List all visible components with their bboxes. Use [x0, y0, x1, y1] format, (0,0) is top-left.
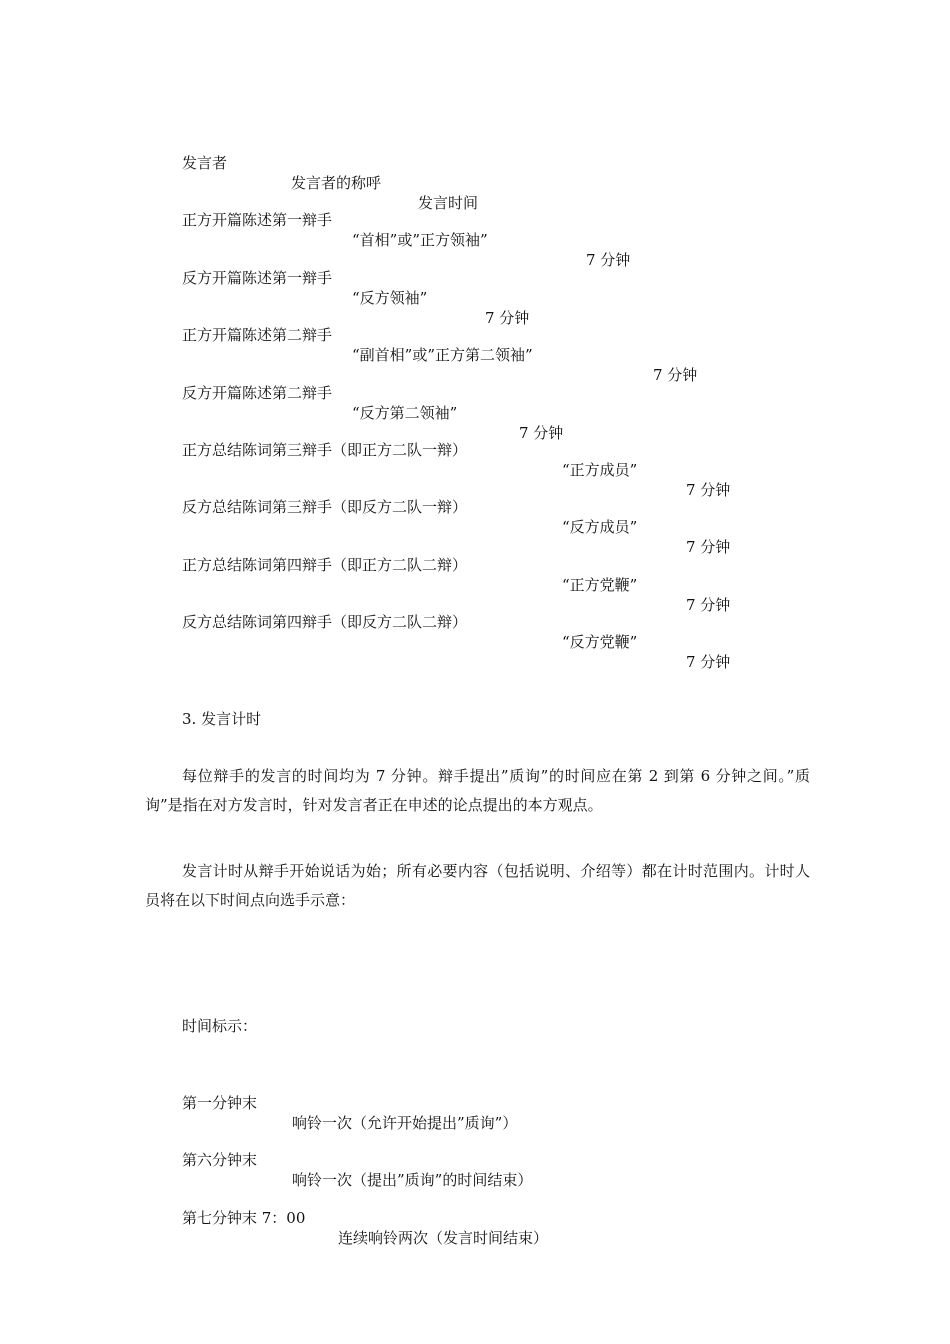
signal-time: 第七分钟末 7：00 — [182, 1209, 306, 1227]
row-speaker: 正方开篇陈述第二辩手 — [182, 326, 333, 344]
signal-description: 响铃一次（允许开始提出”质询”） — [292, 1114, 518, 1132]
header-time: 发言时间 — [418, 194, 479, 212]
header-title: 发言者的称呼 — [291, 174, 382, 192]
signal-description: 连续响铃两次（发言时间结束） — [338, 1229, 549, 1247]
row-speaker: 反方总结陈词第四辩手（即反方二队二辩） — [182, 613, 468, 631]
list-item — [182, 1130, 533, 1190]
signal-description: 响铃一次（提出”质询”的时间结束） — [292, 1171, 533, 1189]
row-time: 7 分钟 — [586, 251, 631, 269]
row-title: “首相”或”正方领袖” — [352, 231, 488, 249]
signal-time: 第一分钟末 — [182, 1094, 258, 1112]
row-title: “反方党鞭” — [562, 633, 638, 651]
table-row — [182, 592, 731, 672]
row-speaker: 正方开篇陈述第一辩手 — [182, 211, 333, 229]
list-item — [182, 1073, 518, 1133]
row-title: “正方成员” — [562, 461, 638, 479]
paragraph-timing-scope: 发言计时从辩手开始说话为始；所有必要内容（包括说明、介绍等）都在计时范围内。计时人员将在以下时间点向选手示意： — [145, 862, 810, 909]
row-speaker: 反方总结陈词第三辩手（即反方二队一辩） — [182, 498, 468, 516]
row-speaker: 正方总结陈词第三辩手（即正方二队一辩） — [182, 441, 468, 459]
section-heading: 3. 发言计时 — [182, 710, 262, 728]
row-speaker: 反方开篇陈述第一辩手 — [182, 269, 333, 287]
row-time: 7 分钟 — [485, 309, 530, 327]
row-speaker: 反方开篇陈述第二辩手 — [182, 384, 333, 402]
row-time: 7 分钟 — [686, 596, 731, 614]
row-title: “正方党鞭” — [562, 576, 638, 594]
row-time: 7 分钟 — [653, 366, 698, 384]
row-title: “副首相”或”正方第二领袖” — [352, 346, 533, 364]
row-time: 7 分钟 — [686, 538, 731, 556]
row-time: 7 分钟 — [519, 424, 564, 442]
row-title: “反方领袖” — [352, 289, 428, 307]
time-signals-label: 时间标示： — [182, 1017, 258, 1035]
row-title: “反方成员” — [562, 518, 638, 536]
header-speaker: 发言者 — [182, 154, 228, 172]
signal-time: 第六分钟末 — [182, 1151, 258, 1169]
row-time: 7 分钟 — [686, 481, 731, 499]
row-speaker: 正方总结陈词第四辩手（即正方二队二辩） — [182, 556, 468, 574]
paragraph-timing-rule: 每位辩手的发言的时间均为 7 分钟。辩手提出”质询”的时间应在第 2 到第 6 分钟之间。”质询”是指在对方发言时，针对发言者正在申述的论点提出的本方观点。 — [145, 767, 810, 814]
list-item — [182, 1188, 549, 1248]
row-title: “反方第二领袖” — [352, 404, 458, 422]
row-time: 7 分钟 — [686, 653, 731, 671]
